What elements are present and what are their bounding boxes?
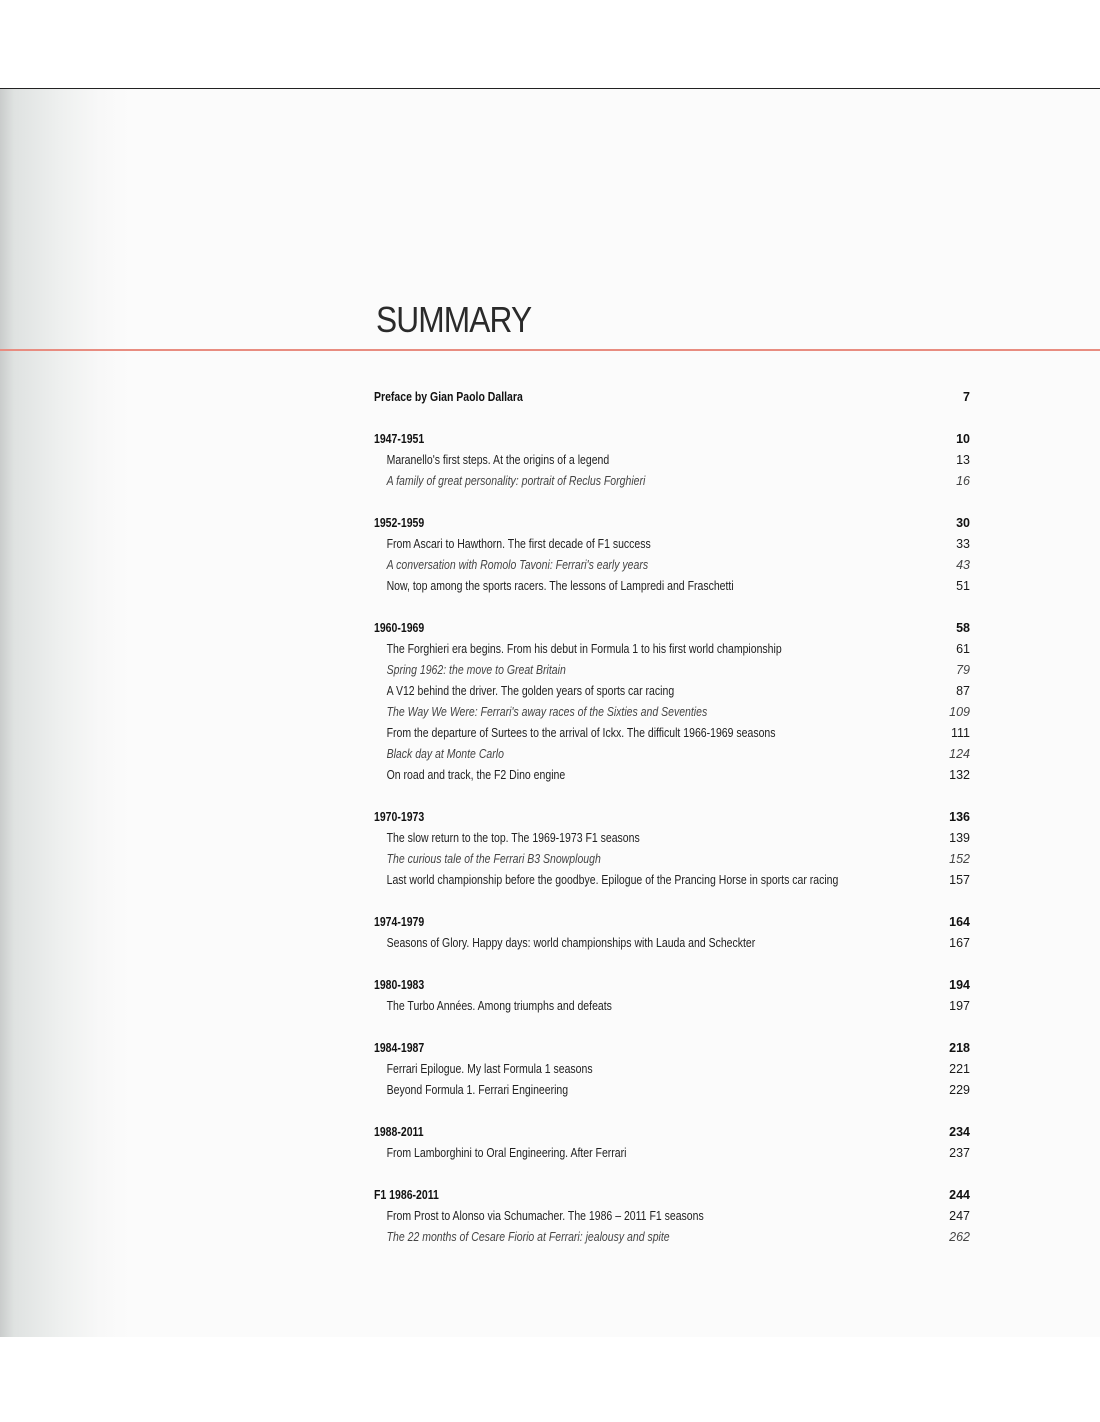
toc-section-heading: [374, 975, 970, 996]
section-title: 1974-1979: [374, 915, 425, 929]
toc-entry: [374, 702, 970, 723]
section-spacer: [374, 891, 970, 912]
toc-entry: [374, 1227, 970, 1248]
page-number: 13: [956, 453, 970, 467]
section-spacer: [374, 408, 970, 429]
section-spacer: [374, 954, 970, 975]
toc-entry: [374, 996, 970, 1017]
toc-entry: [374, 681, 970, 702]
toc-entry: [374, 828, 970, 849]
entry-title: Now, top among the sports racers. The lessons of Lampredi and Fraschetti: [386, 579, 734, 593]
page-number: 16: [956, 474, 970, 488]
page-number: 43: [956, 558, 970, 572]
page-number: 237: [949, 1146, 970, 1160]
page-number: 7: [963, 390, 970, 404]
toc-entry: [374, 1080, 970, 1101]
page-number: 164: [949, 915, 970, 929]
section-spacer: [374, 1164, 970, 1185]
page-number: 136: [949, 810, 970, 824]
section-title: F1 1986-2011: [374, 1188, 439, 1202]
section-spacer: [374, 1017, 970, 1038]
entry-title: The Forghieri era begins. From his debut in Formula 1 to his first world championship: [386, 642, 782, 656]
section-title: 1947-1951: [374, 432, 425, 446]
toc-section-heading: [374, 1122, 970, 1143]
toc-section-heading: [374, 429, 970, 450]
page-number: 61: [956, 642, 970, 656]
entry-title: On road and track, the F2 Dino engine: [386, 768, 566, 782]
toc-section-heading: [374, 618, 970, 639]
binding-shadow: [0, 89, 130, 1337]
toc-entry: [374, 471, 970, 492]
page-number: 10: [956, 432, 970, 446]
toc-entry: [374, 555, 970, 576]
section-title: 1980-1983: [374, 978, 425, 992]
page-number: 157: [949, 873, 970, 887]
entry-title: Seasons of Glory. Happy days: world championships with Lauda and Scheckter: [386, 936, 756, 950]
entry-title: The 22 months of Cesare Fiorio at Ferrari: jealousy and spite: [386, 1230, 670, 1244]
toc-entry: [374, 933, 970, 954]
section-spacer: [374, 1101, 970, 1122]
toc-section-heading: [374, 1185, 970, 1206]
toc-section-heading: [374, 387, 970, 408]
page-number: 167: [949, 936, 970, 950]
page-number: 218: [949, 1041, 970, 1055]
page-title: SUMMARY: [376, 299, 532, 340]
page-number: 51: [956, 579, 970, 593]
toc-section-heading: [374, 807, 970, 828]
toc-section-heading: [374, 513, 970, 534]
section-title: 1970-1973: [374, 810, 425, 824]
table-of-contents: [374, 387, 970, 1248]
entry-title: A V12 behind the driver. The golden years of sports car racing: [386, 684, 675, 698]
entry-title: From Ascari to Hawthorn. The first decade of F1 success: [386, 537, 651, 551]
section-spacer: [374, 597, 970, 618]
toc-entry: [374, 534, 970, 555]
entry-title: The Way We Were: Ferrari's away races of the Sixties and Seventies: [386, 705, 708, 719]
toc-entry: [374, 639, 970, 660]
entry-title: A family of great personality: portrait of Reclus Forghieri: [386, 474, 646, 488]
page-number: 234: [949, 1125, 970, 1139]
entry-title: Spring 1962: the move to Great Britain: [386, 663, 566, 677]
page-number: 221: [949, 1062, 970, 1076]
page-number: 33: [956, 537, 970, 551]
page-number: 244: [949, 1188, 970, 1202]
page-number: 124: [949, 747, 970, 761]
section-title: 1984-1987: [374, 1041, 425, 1055]
section-title: Preface by Gian Paolo Dallara: [374, 390, 523, 404]
section-spacer: [374, 786, 970, 807]
page-number: 197: [949, 999, 970, 1013]
page-number: 132: [949, 768, 970, 782]
section-title: 1960-1969: [374, 621, 425, 635]
page-number: 111: [950, 726, 970, 740]
page-number: 87: [956, 684, 970, 698]
entry-title: From Lamborghini to Oral Engineering. After Ferrari: [386, 1146, 627, 1160]
section-title: 1952-1959: [374, 516, 425, 530]
toc-entry: [374, 1206, 970, 1227]
page-number: 139: [949, 831, 970, 845]
section-title: 1988-2011: [374, 1125, 424, 1139]
entry-title: From the departure of Surtees to the arrival of Ickx. The difficult 1966-1969 seasons: [386, 726, 776, 740]
entry-title: A conversation with Romolo Tavoni: Ferrari's early years: [386, 558, 649, 572]
page-number: 194: [949, 978, 970, 992]
entry-title: The curious tale of the Ferrari B3 Snowplough: [386, 852, 601, 866]
page-number: 30: [956, 516, 970, 530]
toc-section-heading: [374, 912, 970, 933]
page-number: 229: [949, 1083, 970, 1097]
section-spacer: [374, 492, 970, 513]
page-number: 247: [949, 1209, 970, 1223]
toc-entry: [374, 765, 970, 786]
entry-title: From Prost to Alonso via Schumacher. The 1986 – 2011 F1 seasons: [386, 1209, 704, 1223]
entry-title: Black day at Monte Carlo: [386, 747, 504, 761]
toc-entry: [374, 849, 970, 870]
entry-title: The Turbo Années. Among triumphs and defeats: [386, 999, 612, 1013]
page-number: 152: [949, 852, 970, 866]
toc-entry: [374, 450, 970, 471]
toc-entry: [374, 1059, 970, 1080]
toc-entry: [374, 576, 970, 597]
toc-entry: [374, 870, 970, 891]
toc-entry: [374, 744, 970, 765]
entry-title: Ferrari Epilogue. My last Formula 1 seasons: [386, 1062, 593, 1076]
toc-section-heading: [374, 1038, 970, 1059]
page-number: 79: [956, 663, 970, 677]
toc-entry: [374, 723, 970, 744]
entry-title: Maranello's first steps. At the origins of a legend: [386, 453, 610, 467]
toc-entry: [374, 1143, 970, 1164]
page-number: 109: [949, 705, 970, 719]
entry-title: Last world championship before the goodbye. Epilogue of the Prancing Horse in sports car racing: [386, 873, 839, 887]
title-divider: [0, 349, 1100, 351]
book-page: [0, 88, 1100, 1337]
entry-title: The slow return to the top. The 1969-1973 F1 seasons: [386, 831, 640, 845]
page-number: 58: [956, 621, 970, 635]
entry-title: Beyond Formula 1. Ferrari Engineering: [386, 1083, 569, 1097]
page-number: 262: [949, 1230, 970, 1244]
toc-entry: [374, 660, 970, 681]
